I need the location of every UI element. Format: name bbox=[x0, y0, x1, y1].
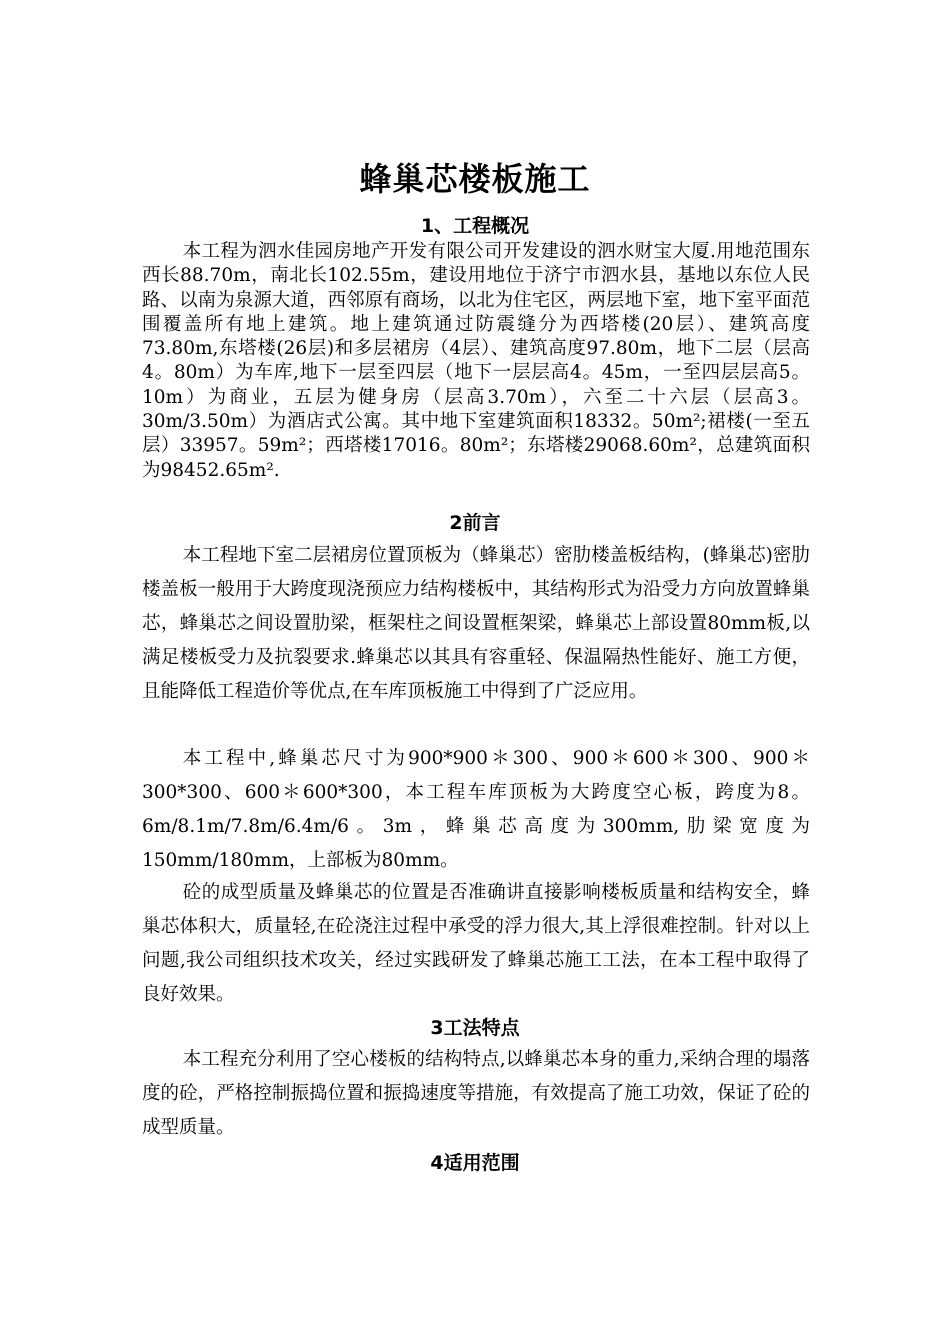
section-heading-features: 3工法特点 bbox=[430, 1017, 520, 1039]
section-heading-scope: 4适用范围 bbox=[430, 1152, 520, 1174]
section-heading-overview: 1、工程概况 bbox=[420, 215, 530, 237]
section-heading-preface: 2前言 bbox=[449, 512, 501, 534]
document-title: 蜂巢芯楼板施工 bbox=[359, 160, 591, 198]
paragraph-features: 本工程充分利用了空心楼板的结构特点,以蜂巢芯本身的重力,采纳合理的塌落度的砼，严格控制振捣位置和振捣速度等措施，有效提高了施工功效，保证了砼的成型质量。 bbox=[142, 1049, 810, 1138]
paragraph-preface-3: 砼的成型质量及蜂巢芯的位置是否准确讲直接影响楼板质量和结构安全，蜂巢芯体积大，质量轻,在砼浇注过程中承受的浮力很大,其上浮很难控制。针对以上问题,我公司组织技术攻关，经过实践研发了蜂巢芯施工工法，在本工程中取得了良好效果。 bbox=[142, 882, 810, 1005]
paragraph-preface-1: 本工程地下室二层裙房位置顶板为（蜂巢芯）密肋楼盖板结构，(蜂巢芯)密肋楼盖板一般用于大跨度现浇预应力结构楼板中，其结构形式为沿受力方向放置蜂巢芯，蜂巢芯之间设置肋梁，框架柱之间设置框架梁，蜂巢芯上部设置80mm板,以满足楼板受力及抗裂要求.蜂巢芯以其具有容重轻、保温隔热性能好、施工方便，且能降低工程造价等优点,在车库顶板施工中得到了广泛应用。 bbox=[142, 545, 810, 702]
paragraph-overview: 本工程为泗水佳园房地产开发有限公司开发建设的泗水财宝大厦.用地范围东西长88.70m，南北长102.55m，建设用地位于济宁市泗水县，基地以东位人民路、以南为泉源大道，西邻原有商场，以北为住宅区，两层地下室，地下室平面范围覆盖所有地上建筑。地上建筑通过防震缝分为西塔楼(20层）、建筑高度73.80m,东塔楼(26层)和多层裙房（4层）、建筑高度97.80m，地下二层（层高4。80m）为车库,地下一层至四层（地下一层层高4。45m，一至四层层高5。10m）为商业，五层为健身房（层高3.70m），六至二十六层（层高3。30m/3.50m）为酒店式公寓。其中地下室建筑面积18332。50m²;裙楼(一至五层）33957。59m²；西塔楼17016。80m²；东塔楼29068.60m²，总建筑面积为98452.65m². bbox=[142, 241, 810, 481]
paragraph-preface-2: 本工程中,蜂巢芯尺寸为900*900＊300、900＊600＊300、900＊300*300、600＊600*300，本工程车库顶板为大跨度空心板，跨度为8。6m/8.1m/7.8m/6.4m/6。3m，蜂巢芯高度为300mm,肋梁宽度为150mm/180mm，上部板为80mm。 bbox=[142, 748, 810, 871]
